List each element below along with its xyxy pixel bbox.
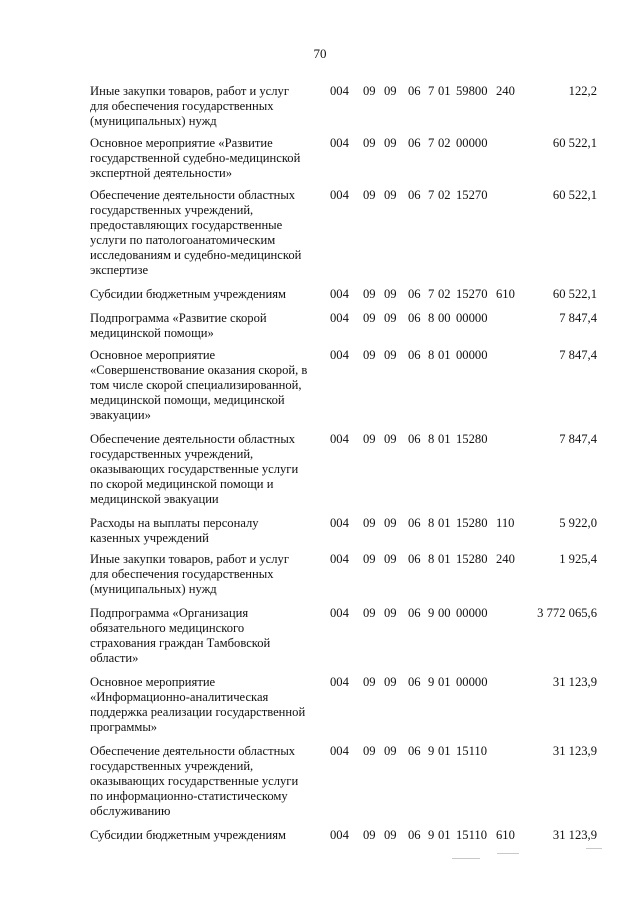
table-row [90, 136, 606, 188]
org-code: 004 [330, 136, 349, 150]
direction-code: 00000 [456, 136, 488, 150]
table-row [90, 744, 606, 828]
org-code: 004 [330, 516, 349, 530]
table-row [90, 311, 606, 348]
row-name: Обеспечение деятельности областных государственных учреждений, оказывающих государственные услуги по скорой медицинской помощи и медицинской эвакуации [90, 432, 299, 506]
subsection-code: 09 [384, 516, 397, 530]
amount: 3 772 065,6 [537, 606, 597, 620]
program-code: 06 [408, 552, 421, 566]
subprogram-code: 8 [428, 552, 435, 566]
subsection-code: 09 [384, 136, 397, 150]
program-code: 06 [408, 744, 421, 758]
subprogram-code: 9 [428, 828, 435, 842]
amount: 31 123,9 [552, 675, 597, 689]
direction-code: 00000 [456, 675, 488, 689]
section-code: 09 [363, 136, 376, 150]
group-code: 02 [438, 136, 451, 150]
group-code: 01 [438, 675, 451, 689]
subsection-code: 09 [384, 606, 397, 620]
org-code: 004 [330, 606, 349, 620]
group-code: 01 [438, 744, 451, 758]
table-row [90, 432, 606, 516]
program-code: 06 [408, 516, 421, 530]
direction-code: 00000 [456, 606, 488, 620]
subsection-code: 09 [384, 432, 397, 446]
org-code: 004 [330, 188, 349, 202]
group-code: 02 [438, 287, 451, 301]
subprogram-code: 8 [428, 432, 435, 446]
program-code: 06 [408, 188, 421, 202]
direction-code: 15280 [456, 516, 488, 530]
budget-table [90, 84, 606, 843]
group-code: 02 [438, 188, 451, 202]
org-code: 004 [330, 744, 349, 758]
row-name: Основное мероприятие «Информационно-аналитическая поддержка реализации государственной программы» [90, 675, 306, 734]
section-code: 09 [363, 84, 376, 98]
scan-artifact [452, 858, 480, 859]
group-code: 01 [438, 516, 451, 530]
org-code: 004 [330, 432, 349, 446]
row-name: Расходы на выплаты персоналу казенных учреждений [90, 516, 259, 545]
amount: 31 123,9 [552, 828, 597, 842]
direction-code: 15110 [456, 828, 488, 842]
row-name: Иные закупки товаров, работ и услуг для обеспечения государственных (муниципальных) нужд [90, 552, 290, 596]
subsection-code: 09 [384, 675, 397, 689]
org-code: 004 [330, 348, 349, 362]
section-code: 09 [363, 432, 376, 446]
group-code: 00 [438, 606, 451, 620]
group-code: 01 [438, 828, 451, 842]
direction-code: 15280 [456, 432, 488, 446]
org-code: 004 [330, 84, 349, 98]
direction-code: 15110 [456, 744, 488, 758]
table-row [90, 552, 606, 606]
row-name: Основное мероприятие «Развитие государственной судебно-медицинской экспертной деятельности» [90, 136, 301, 180]
section-code: 09 [363, 552, 376, 566]
section-code: 09 [363, 188, 376, 202]
row-name: Субсидии бюджетным учреждениям [90, 287, 286, 301]
subsection-code: 09 [384, 348, 397, 362]
table-row [90, 348, 606, 432]
row-name: Подпрограмма «Организация обязательного медицинского страхования граждан Тамбовской области» [90, 606, 271, 665]
org-code: 004 [330, 287, 349, 301]
amount: 60 522,1 [552, 188, 597, 202]
direction-code: 00000 [456, 348, 488, 362]
group-code: 01 [438, 552, 451, 566]
subsection-code: 09 [384, 84, 397, 98]
expense-type-code: 240 [496, 84, 515, 98]
expense-type-code: 610 [496, 287, 515, 301]
program-code: 06 [408, 606, 421, 620]
program-code: 06 [408, 84, 421, 98]
table-row [90, 84, 606, 136]
section-code: 09 [363, 606, 376, 620]
program-code: 06 [408, 311, 421, 325]
org-code: 004 [330, 552, 349, 566]
table-row [90, 287, 606, 311]
subprogram-code: 8 [428, 516, 435, 530]
row-name: Субсидии бюджетным учреждениям [90, 828, 286, 842]
section-code: 09 [363, 675, 376, 689]
table-row [90, 516, 606, 552]
subsection-code: 09 [384, 552, 397, 566]
scan-artifact [586, 848, 602, 849]
subprogram-code: 7 [428, 136, 435, 150]
direction-code: 00000 [456, 311, 488, 325]
row-name: Обеспечение деятельности областных государственных учреждений, оказывающих государственные услуги по информационно-статистическому обслуживанию [90, 744, 299, 818]
expense-type-code: 110 [496, 516, 515, 530]
group-code: 01 [438, 348, 451, 362]
page-number: 70 [313, 46, 327, 61]
table-row [90, 606, 606, 675]
subsection-code: 09 [384, 744, 397, 758]
section-code: 09 [363, 744, 376, 758]
amount: 7 847,4 [559, 311, 597, 325]
subprogram-code: 7 [428, 84, 435, 98]
subprogram-code: 9 [428, 675, 435, 689]
org-code: 004 [330, 675, 349, 689]
subsection-code: 09 [384, 287, 397, 301]
amount: 1 925,4 [559, 552, 597, 566]
row-name: Иные закупки товаров, работ и услуг для обеспечения государственных (муниципальных) нужд [90, 84, 290, 128]
amount: 60 522,1 [552, 136, 597, 150]
direction-code: 59800 [456, 84, 488, 98]
table-row [90, 188, 606, 287]
amount: 5 922,0 [559, 516, 597, 530]
subsection-code: 09 [384, 828, 397, 842]
subprogram-code: 9 [428, 606, 435, 620]
row-name: Обеспечение деятельности областных государственных учреждений, предоставляющих государственные услуги по патологоанатомическим исследованиям и судебно-медицинской экспертизе [90, 188, 302, 277]
direction-code: 15280 [456, 552, 488, 566]
program-code: 06 [408, 136, 421, 150]
expense-type-code: 240 [496, 552, 515, 566]
subprogram-code: 7 [428, 188, 435, 202]
program-code: 06 [408, 675, 421, 689]
subprogram-code: 9 [428, 744, 435, 758]
table-row [90, 828, 606, 843]
amount: 7 847,4 [559, 348, 597, 362]
subprogram-code: 7 [428, 287, 435, 301]
amount: 122,2 [568, 84, 597, 98]
section-code: 09 [363, 348, 376, 362]
group-code: 01 [438, 432, 451, 446]
org-code: 004 [330, 828, 349, 842]
row-name: Основное мероприятие «Совершенствование оказания скорой, в том числе скорой специализированной, медицинской помощи, медицинской эвакуации» [90, 348, 308, 422]
section-code: 09 [363, 311, 376, 325]
program-code: 06 [408, 828, 421, 842]
section-code: 09 [363, 828, 376, 842]
expense-type-code: 610 [496, 828, 515, 842]
program-code: 06 [408, 348, 421, 362]
program-code: 06 [408, 287, 421, 301]
direction-code: 15270 [456, 287, 488, 301]
table-row [90, 675, 606, 744]
direction-code: 15270 [456, 188, 488, 202]
org-code: 004 [330, 311, 349, 325]
amount: 31 123,9 [552, 744, 597, 758]
amount: 60 522,1 [552, 287, 597, 301]
program-code: 06 [408, 432, 421, 446]
amount: 7 847,4 [559, 432, 597, 446]
section-code: 09 [363, 287, 376, 301]
subsection-code: 09 [384, 311, 397, 325]
group-code: 01 [438, 84, 451, 98]
subprogram-code: 8 [428, 311, 435, 325]
row-name: Подпрограмма «Развитие скорой медицинской помощи» [90, 311, 267, 340]
group-code: 00 [438, 311, 451, 325]
scan-artifact [497, 853, 519, 854]
subprogram-code: 8 [428, 348, 435, 362]
section-code: 09 [363, 516, 376, 530]
subsection-code: 09 [384, 188, 397, 202]
